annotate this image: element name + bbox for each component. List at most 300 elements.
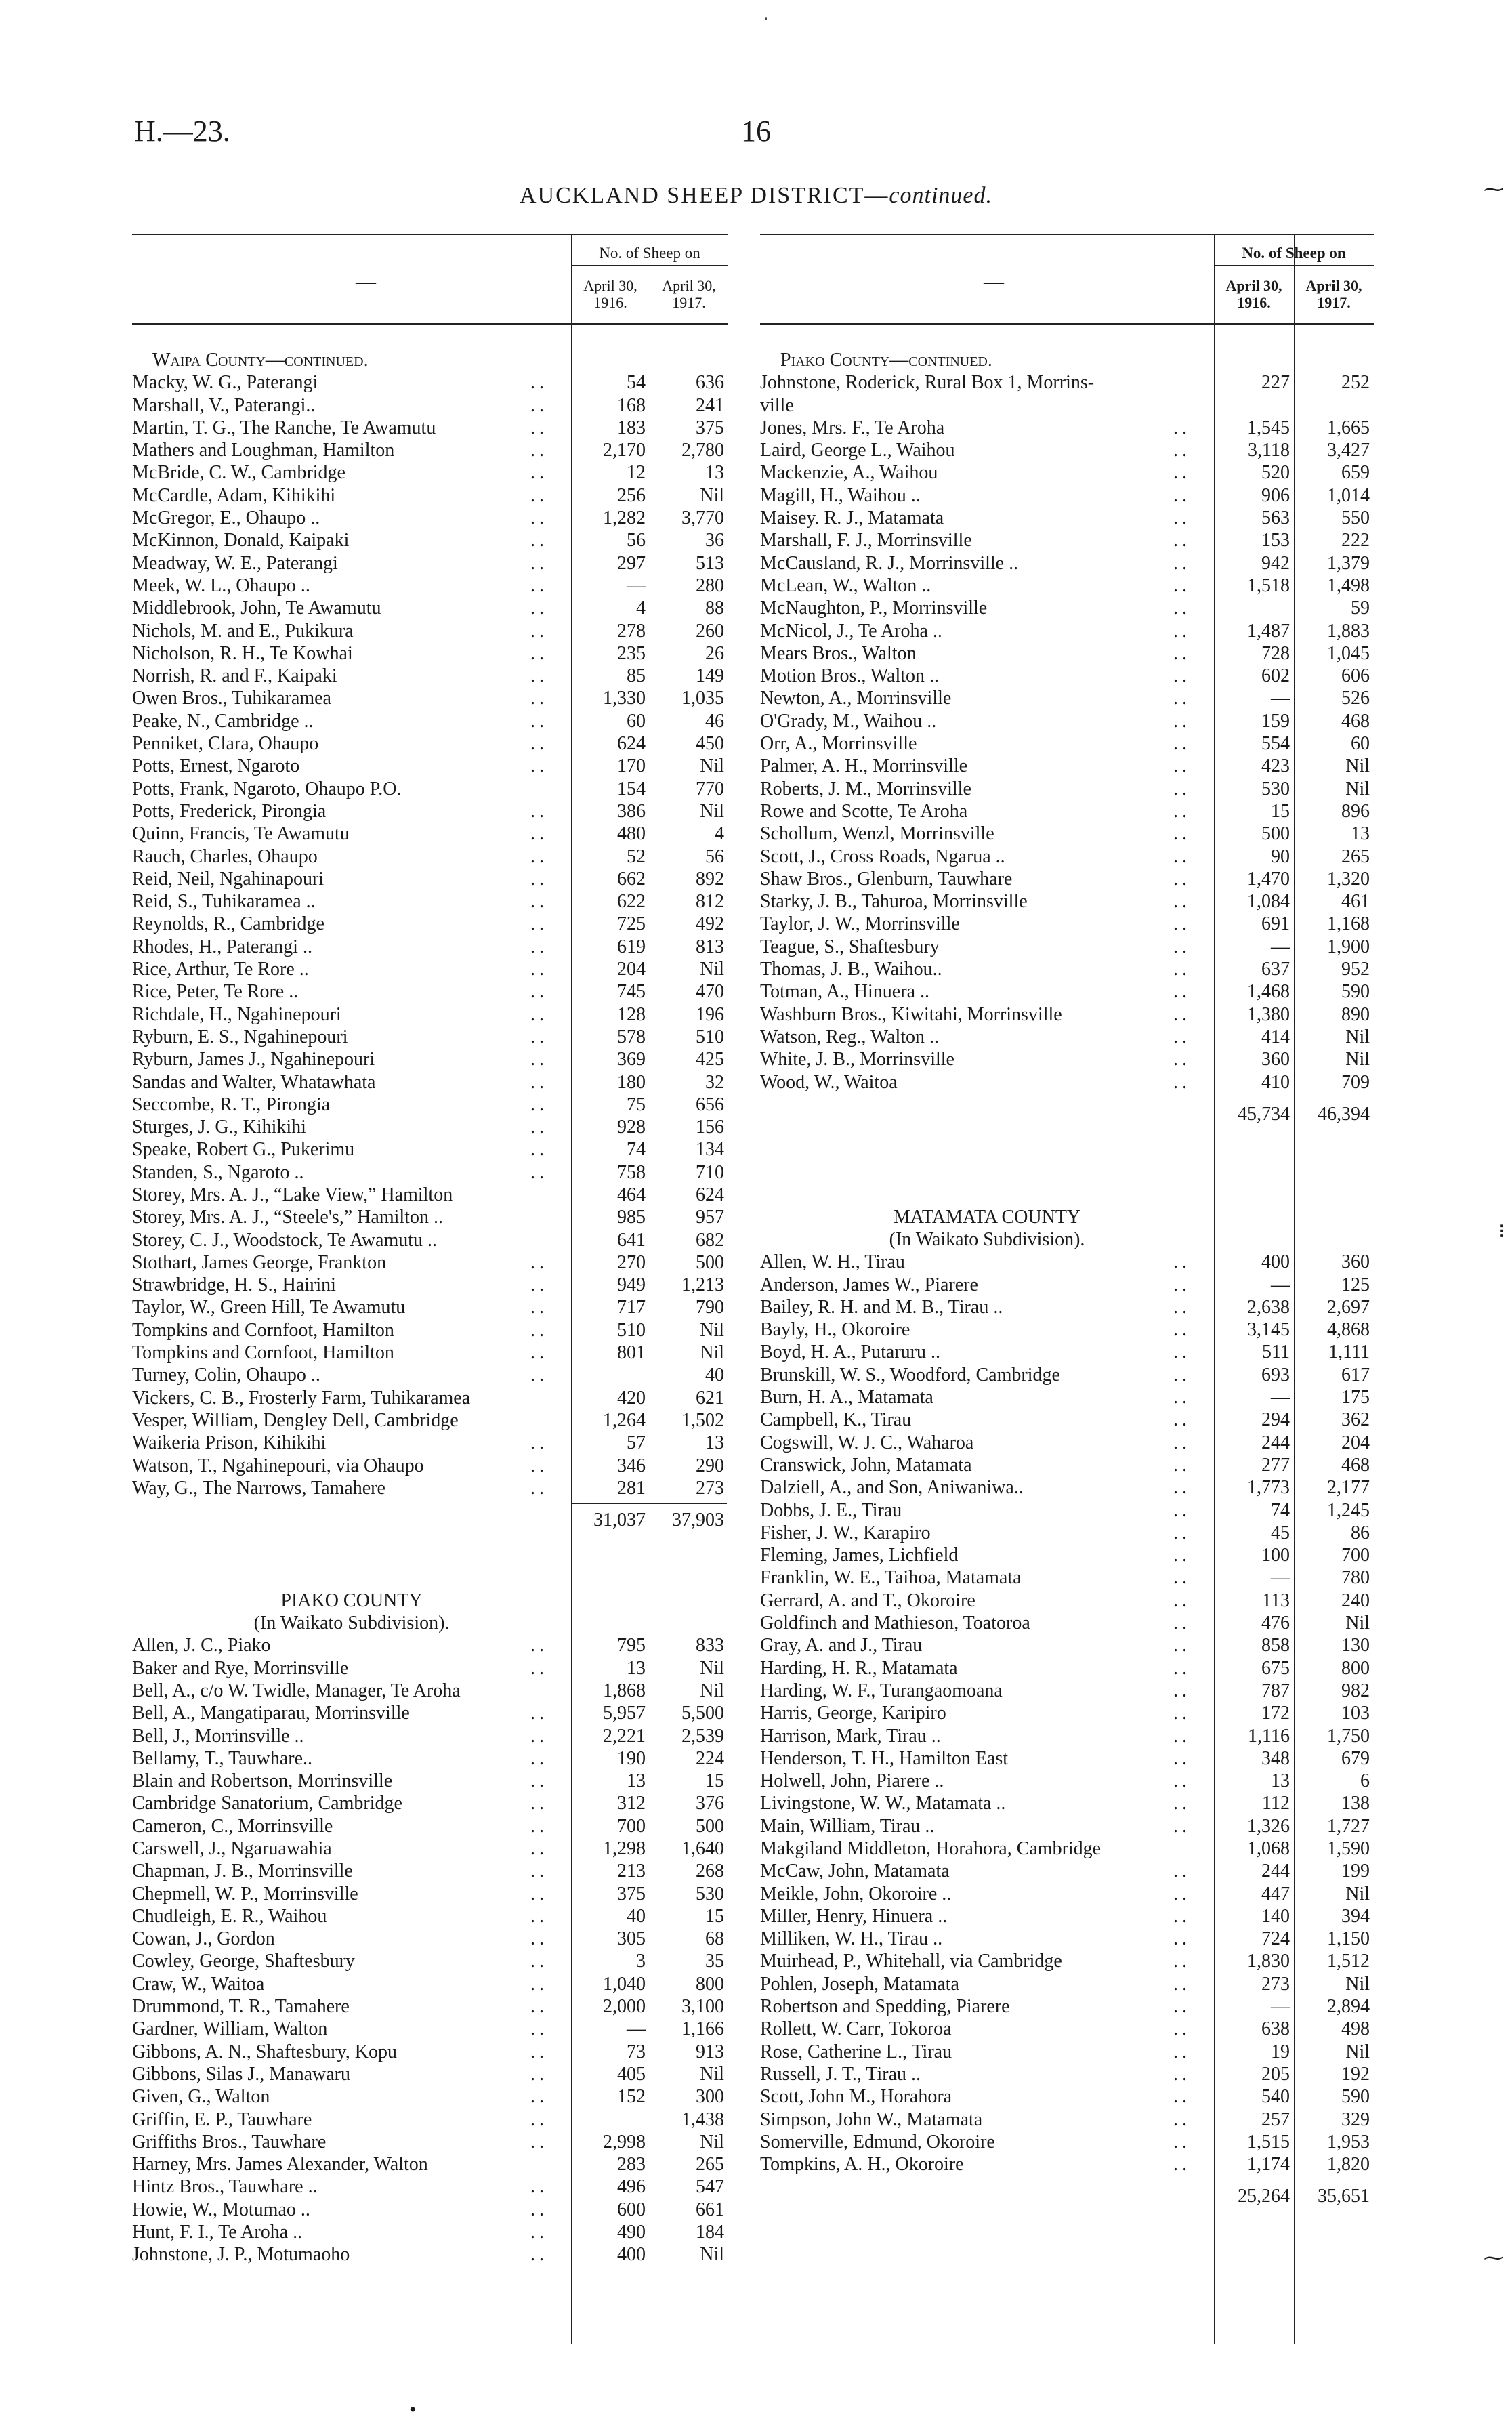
leader-dots: .. [530, 959, 548, 980]
table-row [760, 394, 1374, 417]
table-row [760, 980, 1374, 1003]
table-row [760, 529, 1374, 552]
sheep-1916: 3 [636, 1951, 646, 1972]
leader-dots: .. [530, 1117, 548, 1138]
sheep-1916: 386 [617, 800, 646, 822]
holder-name: Potts, Frederick, Pirongia [132, 800, 327, 822]
right-column [760, 234, 1374, 2220]
table-row [760, 1566, 1374, 1589]
table-row [132, 1725, 728, 1747]
sheep-1916: 2,170 [603, 440, 646, 461]
sheep-1917: 32 [705, 1071, 724, 1093]
holder-name: Milliken, W. H., Tirau .. [760, 1928, 943, 1950]
holder-name: Griffiths Bros., Tauwhare [132, 2131, 327, 2153]
table-row [132, 2221, 728, 2243]
leader-dots: .. [1173, 1613, 1191, 1634]
holder-name: McLean, W., Walton .. [760, 575, 931, 596]
sheep-1917: 710 [696, 1161, 724, 1183]
sheep-1916: — [1271, 936, 1290, 957]
leader-dots: .. [530, 2063, 548, 2085]
sheep-1916: 1,084 [1247, 891, 1290, 913]
sheep-1917: 550 [1341, 507, 1370, 529]
table-row [132, 2176, 728, 2198]
leader-dots: .. [1173, 981, 1191, 1003]
sheep-1917: 290 [696, 1455, 724, 1476]
leader-dots: .. [530, 530, 548, 552]
sheep-1917: 375 [696, 417, 724, 438]
holder-name: Scott, J., Cross Roads, Ngarua .. [760, 846, 1005, 867]
left-section-1-rows [132, 371, 728, 1499]
leader-dots: .. [530, 2131, 548, 2153]
leader-dots: .. [530, 800, 548, 822]
sheep-1917: 1,111 [1328, 1342, 1370, 1363]
leader-dots: .. [530, 440, 548, 461]
table-row [132, 1364, 728, 1386]
leader-dots: .. [1173, 1996, 1191, 2018]
sheep-1917: 1,014 [1327, 484, 1370, 506]
sheep-1916: 1,470 [1247, 868, 1290, 890]
table-row [760, 1476, 1374, 1499]
holder-name: Chepmell, W. P., Morrinsville [132, 1883, 358, 1905]
sheep-1917: 265 [696, 2154, 724, 2176]
holder-name: Reid, S., Tuhikaramea .. [132, 891, 316, 913]
table-row [132, 1770, 728, 1792]
sheep-1916: 1,330 [603, 688, 646, 709]
sheep-1917: 812 [696, 891, 724, 913]
table-row [760, 710, 1374, 732]
sheep-1917: 280 [696, 575, 724, 596]
sheep-1917: 890 [1341, 1003, 1370, 1025]
table-row [132, 1860, 728, 1882]
sheep-1917: 606 [1341, 665, 1370, 687]
table-row [760, 1680, 1374, 1702]
table-row [132, 665, 728, 687]
table-row [760, 1048, 1374, 1070]
holder-name: Makgiland Middleton, Horahora, Cambridge [760, 1838, 1101, 1859]
sheep-1917: 461 [1341, 891, 1370, 913]
sheep-1916: 637 [1261, 959, 1290, 980]
total-1916: 31,037 [593, 1510, 646, 1531]
leader-dots: .. [530, 484, 548, 506]
sheep-1917: 60 [1351, 733, 1370, 755]
table-row [132, 1973, 728, 1995]
sheep-1916: 400 [1261, 1251, 1290, 1273]
table-row [132, 732, 728, 755]
holder-name: Anderson, James W., Piarere [760, 1274, 978, 1295]
table-row [132, 778, 728, 800]
leader-dots: .. [530, 2176, 548, 2198]
leader-dots: .. [530, 913, 548, 935]
header-dash: — [984, 270, 1004, 293]
sheep-1917: 394 [1341, 1905, 1370, 1927]
table-row [132, 868, 728, 890]
sheep-1916: 277 [1261, 1454, 1290, 1476]
table-row [760, 1341, 1374, 1363]
holder-name: Livingstone, W. W., Matamata .. [760, 1793, 1006, 1814]
sheep-1916: 728 [1261, 642, 1290, 664]
sheep-1916: 235 [617, 642, 646, 664]
table-row [760, 439, 1374, 461]
holder-name: Cowley, George, Shaftesbury [132, 1951, 355, 1972]
sheep-1916: 1,116 [1248, 1725, 1290, 1747]
sheep-1916: 942 [1261, 552, 1290, 574]
table-row [132, 1815, 728, 1837]
table-row [760, 1364, 1374, 1386]
holder-name: Richdale, H., Ngahinepouri [132, 1003, 341, 1025]
table-row [132, 1432, 728, 1454]
sheep-1916: 19 [1271, 2041, 1290, 2062]
leader-dots: .. [1173, 1409, 1191, 1431]
sheep-1916: 1,868 [603, 1680, 646, 1701]
holder-name: Marshall, F. J., Morrinsville [760, 530, 972, 552]
table-row [132, 2063, 728, 2085]
sheep-1917: 800 [1341, 1657, 1370, 1679]
sheep-1916: 675 [1261, 1657, 1290, 1679]
holder-name: Fisher, J. W., Karapiro [760, 1522, 931, 1543]
sheep-1917: 360 [1341, 1251, 1370, 1273]
sheep-1917: 40 [705, 1365, 724, 1386]
leader-dots: .. [1173, 620, 1191, 642]
holder-name: Mathers and Loughman, Hamilton [132, 440, 395, 461]
right-section-2-rows [760, 1251, 1374, 2176]
holder-name: Mears Bros., Walton [760, 642, 917, 664]
table-row [760, 1544, 1374, 1566]
table-row [132, 575, 728, 597]
leader-dots: .. [1173, 2108, 1191, 2130]
holder-name: Craw, W., Waitoa [132, 1973, 265, 1995]
sheep-1916: 273 [1261, 1973, 1290, 1995]
sheep-1917: 240 [1341, 1589, 1370, 1611]
holder-name: Middlebrook, John, Te Awamutu [132, 598, 381, 619]
leader-dots: .. [1173, 665, 1191, 687]
sheep-1916: 4 [636, 598, 646, 619]
leader-dots: .. [530, 2018, 548, 2040]
holder-name: Pohlen, Joseph, Matamata [760, 1973, 959, 1995]
sheep-1917: 468 [1341, 1454, 1370, 1476]
sheep-1916: 45 [1271, 1522, 1290, 1543]
table-row [132, 642, 728, 665]
county-subheading: (In Waikato Subdivision). [253, 1613, 450, 1634]
table-row [132, 2085, 728, 2108]
leader-dots: .. [1173, 1770, 1191, 1792]
leader-dots: .. [530, 1951, 548, 1972]
sheep-1916: 13 [1271, 1770, 1290, 1792]
table-row [132, 417, 728, 439]
sheep-1916: 2,998 [603, 2131, 646, 2153]
table-row [132, 936, 728, 958]
table-row [760, 1318, 1374, 1341]
leader-dots: .. [530, 417, 548, 438]
sheep-1917: 13 [1351, 823, 1370, 845]
sheep-1917: 46 [705, 710, 724, 732]
leader-dots: .. [530, 620, 548, 642]
total-1916: 45,734 [1238, 1103, 1290, 1125]
sheep-1917: Nil [1345, 1026, 1370, 1047]
table-row [760, 1702, 1374, 1724]
sheep-1917: 679 [1341, 1747, 1370, 1769]
leader-dots: .. [530, 1815, 548, 1837]
holder-name: Gibbons, Silas J., Manawaru [132, 2063, 350, 2085]
sheep-1916: 480 [617, 823, 646, 845]
table-row [132, 1026, 728, 1048]
table-row [132, 1657, 728, 1680]
sheep-1916: 3,118 [1248, 440, 1290, 461]
sheep-1917: 4,868 [1327, 1319, 1370, 1341]
sheep-1916: 12 [627, 462, 646, 484]
leader-dots: .. [1173, 1364, 1191, 1386]
sheep-1917: 952 [1341, 959, 1370, 980]
leader-dots: .. [530, 1996, 548, 2018]
leader-dots: .. [1173, 1545, 1191, 1566]
leader-dots: .. [1173, 1747, 1191, 1769]
holder-name: Motion Bros., Walton .. [760, 665, 940, 687]
sheep-1916: 1,545 [1247, 417, 1290, 438]
sheep-1917: 1,900 [1327, 936, 1370, 957]
holder-name: McNaughton, P., Morrinsville [760, 598, 988, 619]
sheep-1916: 2,638 [1247, 1296, 1290, 1318]
sheep-1917: 138 [1341, 1793, 1370, 1814]
sheep-1917: 2,177 [1327, 1477, 1370, 1499]
sheep-1916: 1,515 [1247, 2131, 1290, 2153]
holder-name: ville [760, 394, 794, 416]
table-row [132, 1229, 728, 1251]
holder-name: Cogswill, W. J. C., Waharoa [760, 1432, 974, 1453]
sheep-1917: 265 [1341, 846, 1370, 867]
table-row [132, 529, 728, 552]
sheep-1917: 1,166 [681, 2018, 724, 2040]
sheep-1916: 170 [617, 755, 646, 777]
table-row [132, 2018, 728, 2040]
sheep-1916: 1,380 [1247, 1003, 1290, 1025]
table-row [760, 1792, 1374, 1814]
sheep-1916: 1,326 [1247, 1815, 1290, 1837]
right-column-body [760, 325, 1374, 2220]
table-row [132, 1251, 728, 1274]
holder-name: Storey, Mrs. A. J., “Steele's,” Hamilton .. [132, 1207, 443, 1228]
leader-dots: .. [530, 2108, 548, 2130]
sheep-1916: 745 [617, 981, 646, 1003]
sheep-1916: — [1271, 1996, 1290, 2018]
sheep-1917: 1,502 [681, 1409, 724, 1431]
leader-dots: .. [1173, 1071, 1191, 1093]
holder-name: Washburn Bros., Kiwitahi, Morrinsville [760, 1003, 1062, 1025]
sheep-1916: 154 [617, 778, 646, 799]
holder-name: Newton, A., Morrinsville [760, 688, 952, 709]
holder-name: Watson, T., Ngahinepouri, via Ohaupo [132, 1455, 424, 1476]
total-1917: 35,651 [1318, 2186, 1370, 2207]
sheep-1916: 602 [1261, 665, 1290, 687]
holder-name: Tompkins and Cornfoot, Hamilton [132, 1319, 394, 1341]
sheep-1917: Nil [700, 1319, 724, 1341]
leader-dots: .. [530, 1319, 548, 1341]
sheep-1916: 190 [617, 1747, 646, 1769]
table-row [132, 1950, 728, 1972]
table-row [760, 1905, 1374, 1928]
sheep-1917: 156 [696, 1117, 724, 1138]
table-row [760, 1612, 1374, 1634]
sheep-1917: 1,245 [1327, 1499, 1370, 1521]
sheep-1916: 1,518 [1247, 575, 1290, 596]
table-row [760, 1499, 1374, 1522]
leader-dots: .. [1173, 1319, 1191, 1341]
sheep-1917: 3,427 [1327, 440, 1370, 461]
sheep-1916: 928 [617, 1117, 646, 1138]
holder-name: Rhodes, H., Paterangi .. [132, 936, 312, 957]
leader-dots: .. [530, 710, 548, 732]
table-row [760, 1454, 1374, 1476]
sheep-1916: 3,145 [1247, 1319, 1290, 1341]
sheep-1917: 88 [705, 598, 724, 619]
table-row [132, 1071, 728, 1094]
leader-dots: .. [1173, 1454, 1191, 1476]
table-row [760, 642, 1374, 665]
holder-name: Goldfinch and Mathieson, Toatoroa [760, 1613, 1030, 1634]
leader-dots: .. [530, 462, 548, 484]
sheep-1917: 2,697 [1327, 1296, 1370, 1318]
left-section-2-rows [132, 1634, 728, 2266]
right-column-header [760, 234, 1374, 325]
total-1916: 25,264 [1238, 2186, 1290, 2207]
sheep-1916: 1,830 [1247, 1951, 1290, 1972]
edge-mark-mid-right: ⁝ [1498, 1220, 1505, 1243]
holder-name: Gray, A. and J., Tirau [760, 1635, 923, 1657]
holder-name: Harrison, Mark, Tirau .. [760, 1725, 941, 1747]
table-row [760, 1386, 1374, 1409]
sheep-1917: 15 [705, 1905, 724, 1927]
holder-name: Orr, A., Morrinsville [760, 733, 917, 755]
table-row [760, 620, 1374, 642]
sheep-1916: 1,282 [603, 507, 646, 529]
sheep-1916: 278 [617, 620, 646, 642]
table-row [760, 2085, 1374, 2108]
table-row [760, 1973, 1374, 1995]
leader-dots: .. [1173, 462, 1191, 484]
holder-name: Main, William, Tirau .. [760, 1815, 935, 1837]
page-number: 16 [741, 115, 771, 148]
holder-name: Seccombe, R. T., Pirongia [132, 1094, 331, 1115]
holder-name: Meikle, John, Okoroire .. [760, 1883, 952, 1905]
leader-dots: .. [1173, 530, 1191, 552]
sheep-1917: 1,750 [1327, 1725, 1370, 1747]
table-row [132, 1342, 728, 1364]
leader-dots: .. [1173, 936, 1191, 957]
leader-dots: .. [1173, 2063, 1191, 2085]
sheep-1917: 5,500 [681, 1703, 724, 1724]
sheep-1916: — [627, 575, 646, 596]
page-ref: H.—23. [134, 115, 230, 148]
district-title [0, 183, 1512, 209]
leader-dots: .. [530, 2041, 548, 2062]
sheep-1917: 896 [1341, 800, 1370, 822]
leader-dots: .. [530, 575, 548, 596]
holder-name: Tompkins, A. H., Okoroire [760, 2154, 964, 2176]
sheep-1916: 257 [1261, 2108, 1290, 2130]
sheep-1916: 985 [617, 1207, 646, 1228]
table-row [760, 800, 1374, 823]
table-row [760, 687, 1374, 709]
holder-name: Shaw Bros., Glenburn, Tauwhare [760, 868, 1013, 890]
table-row [132, 1905, 728, 1928]
leader-dots: .. [530, 1973, 548, 1995]
table-row [760, 1815, 1374, 1837]
holder-name: Thomas, J. B., Waihou.. [760, 959, 942, 980]
sheep-1917: 36 [705, 530, 724, 552]
leader-dots: .. [1173, 959, 1191, 980]
holder-name: Ryburn, E. S., Ngahinepouri [132, 1026, 348, 1047]
table-row [132, 371, 728, 394]
sheep-1917: 659 [1341, 462, 1370, 484]
leader-dots: .. [530, 642, 548, 664]
sheep-1917: 526 [1341, 688, 1370, 709]
leader-dots: .. [1173, 2018, 1191, 2040]
sheep-1917: 682 [696, 1229, 724, 1251]
holder-name: Cameron, C., Morrinsville [132, 1815, 333, 1837]
leader-dots: .. [530, 1071, 548, 1093]
holder-name: Watson, Reg., Walton .. [760, 1026, 940, 1047]
sheep-1916: 600 [617, 2199, 646, 2220]
table-row [132, 980, 728, 1003]
sheep-1917: 470 [696, 981, 724, 1003]
sheep-1916: 410 [1261, 1071, 1290, 1093]
holder-name: Johnstone, J. P., Motumaoho [132, 2244, 350, 2266]
sheep-1916: 75 [627, 1094, 646, 1115]
sheep-1917: 26 [705, 642, 724, 664]
holder-name: Speake, Robert G., Pukerimu [132, 1139, 355, 1161]
sheep-1916: 758 [617, 1161, 646, 1183]
table-row [132, 1003, 728, 1026]
sheep-1916: 500 [1261, 823, 1290, 845]
sheep-1916: 858 [1261, 1635, 1290, 1657]
holder-name: Reid, Neil, Ngahinapouri [132, 868, 324, 890]
sheep-1916: 700 [617, 1815, 646, 1837]
sheep-1916: 2,000 [603, 1996, 646, 2018]
sheep-1917: 252 [1341, 372, 1370, 394]
holder-name: Allen, W. H., Tirau [760, 1251, 905, 1273]
leader-dots: .. [530, 688, 548, 709]
sheep-1916: 15 [1271, 800, 1290, 822]
holder-name: Roberts, J. M., Morrinsville [760, 778, 971, 799]
holder-name: Brunskill, W. S., Woodford, Cambridge [760, 1364, 1060, 1386]
sheep-1916: 100 [1261, 1545, 1290, 1566]
table-row [132, 1274, 728, 1296]
sheep-1917: 2,780 [681, 440, 724, 461]
leader-dots: .. [1173, 1003, 1191, 1025]
sheep-1917: 790 [696, 1297, 724, 1318]
sheep-1917: 222 [1341, 530, 1370, 552]
leader-dots: .. [530, 1139, 548, 1161]
sheep-1917: 103 [1341, 1703, 1370, 1724]
sheep-1917: 1,953 [1327, 2131, 1370, 2153]
sheep-1916: 140 [1261, 1905, 1290, 1927]
sheep-1917: 468 [1341, 710, 1370, 732]
holder-name: Schollum, Wenzl, Morrinsville [760, 823, 994, 845]
table-row [760, 1995, 1374, 2018]
holder-name: Storey, Mrs. A. J., “Lake View,” Hamilton [132, 1184, 453, 1205]
sheep-1917: Nil [700, 1680, 724, 1701]
holder-name: O'Grady, M., Waihou .. [760, 710, 937, 732]
sheep-1916: 348 [1261, 1747, 1290, 1769]
holder-name: Stothart, James George, Frankton [132, 1251, 387, 1273]
table-row [760, 417, 1374, 439]
table-row [132, 2108, 728, 2131]
holder-name: Starky, J. B., Tahuroa, Morrinsville [760, 891, 1028, 913]
table-row [760, 2131, 1374, 2153]
holder-name: Potts, Frank, Ngaroto, Ohaupo P.O. [132, 778, 402, 799]
holder-name: Totman, A., Hinuera .. [760, 981, 929, 1003]
sheep-1916: 717 [617, 1297, 646, 1318]
total-rule-top [572, 1503, 727, 1504]
sheep-1916: — [627, 2018, 646, 2040]
